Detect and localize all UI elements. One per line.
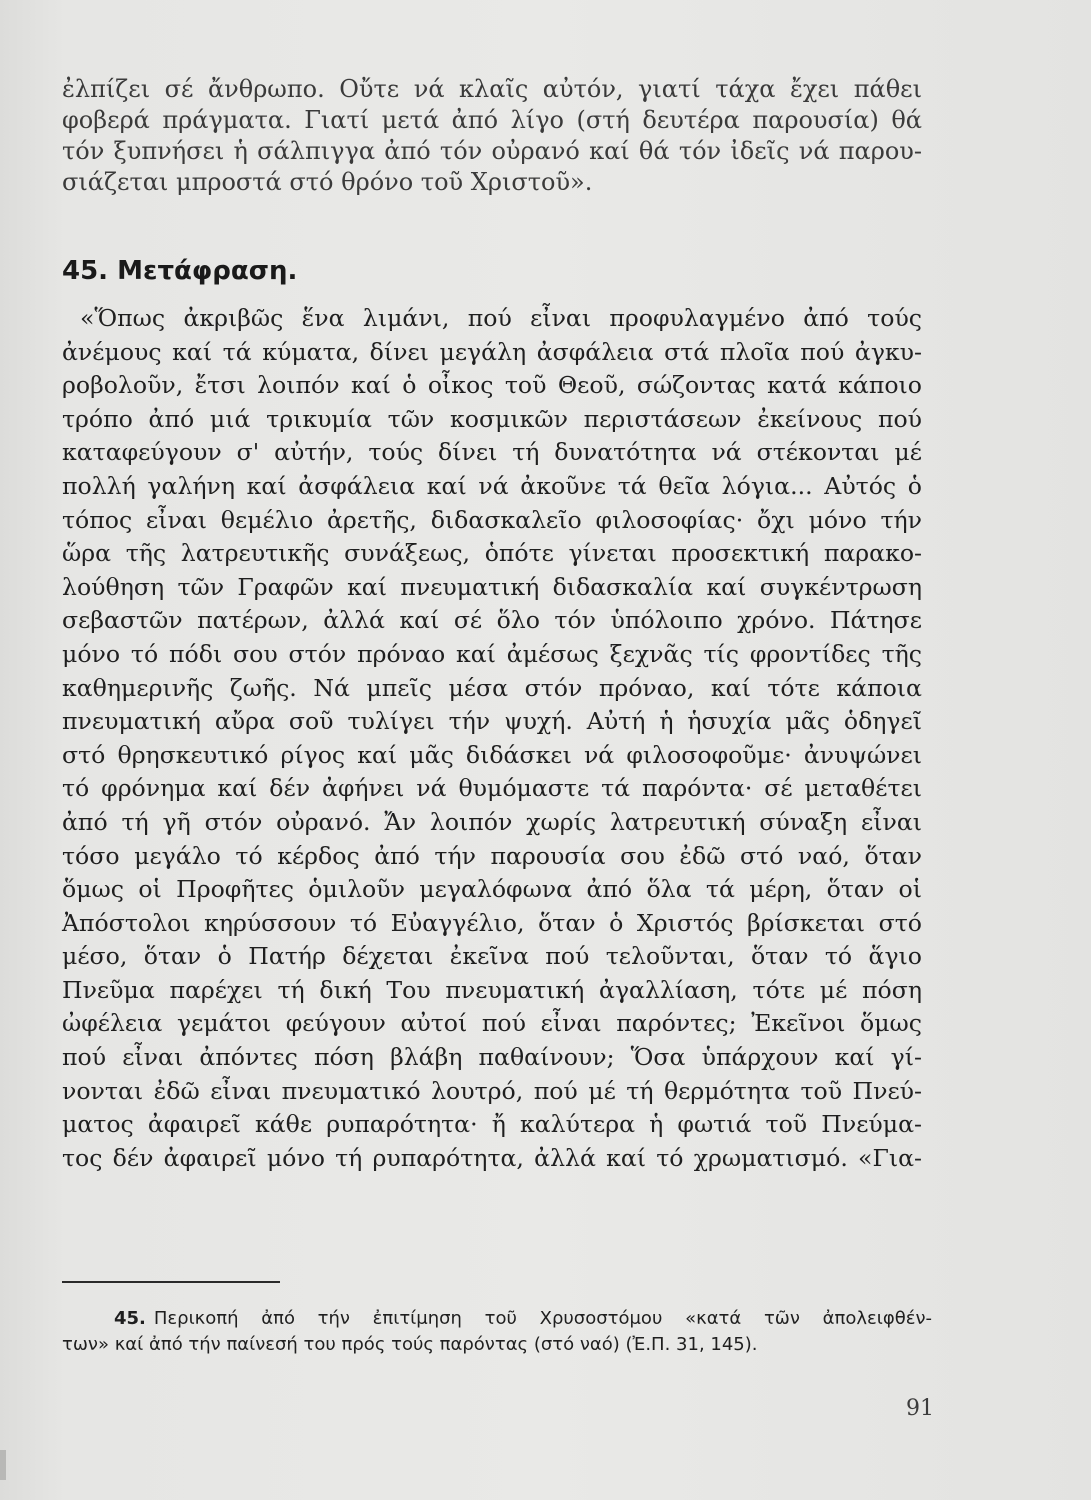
body-line: «Ὅπως ἀκριβῶς ἕνα λιμάνι, πού εἶναι προφυλαγμένο ἀπό τούς — [80, 304, 922, 332]
body-line: νονται ἐδῶ εἶναι πνευματικό λουτρό, πού μέ τή θερμότητα τοῦ Πνεύ- — [62, 1076, 922, 1105]
body-line: καθημερινῆς ζωῆς. Νά μπεῖς μέσα στόν πρόναο, καί τότε κάποια — [62, 673, 922, 702]
footnote-divider — [62, 1281, 280, 1283]
section-heading: 45. Μετάφραση. — [62, 256, 298, 286]
footnote-line — [62, 1306, 932, 1332]
body-line: σεβαστῶν πατέρων, ἀλλά καί σέ ὅλο τόν ὑπόλοιπο χρόνο. Πάτησε — [62, 606, 922, 635]
body-line: ἀπό τή γῆ στόν οὐρανό. Ἄν λοιπόν χωρίς λατρευτική σύναξη εἶναι — [62, 807, 922, 836]
body-line: μέσο, ὅταν ὁ Πατήρ δέχεται ἐκεῖνα πού τελοῦνται, ὅταν τό ἅγιο — [62, 942, 922, 971]
footnote-number: 45. — [114, 1308, 146, 1329]
body-line: πού εἶναι ἀπόντες πόση βλάβη παθαίνουν; Ὅσα ὑπάρχουν καί γί- — [62, 1043, 922, 1072]
body-line: τό φρόνημα καί δέν ἀφήνει νά θυμόμαστε τά παρόντα· σέ μεταθέτει — [62, 774, 922, 803]
body-line: ὥρα τῆς λατρευτικῆς συνάξεως, ὁπότε γίνεται προσεκτική παρακο- — [62, 539, 922, 568]
body-line: ματος ἀφαιρεῖ κάθε ρυπαρότητα· ἤ καλύτερα ἡ φωτιά τοῦ Πνεύμα- — [62, 1110, 922, 1139]
body-line: ὅμως οἱ Προφῆτες ὁμιλοῦν μεγαλόφωνα ἀπό ὅλα τά μέρη, ὅταν οἱ — [62, 875, 922, 904]
page-edge-mark — [0, 1450, 6, 1480]
body-line: τρόπο ἀπό μιά τρικυμία τῶν κοσμικῶν περιστάσεων ἐκείνους πού — [62, 404, 922, 433]
body-line: καταφεύγουν σ' αὐτήν, τούς δίνει τή δυνατότητα νά στέκονται μέ — [62, 438, 922, 467]
body-line: τόσο μεγάλο τό κέρδος ἀπό τήν παρουσία σου ἐδῶ στό ναό, ὅταν — [62, 841, 922, 870]
body-line: πνευματική αὔρα σοῦ τυλίγει τήν ψυχή. Αὐτή ἡ ἡσυχία μᾶς ὁδηγεῖ — [62, 707, 922, 736]
body-line: Ἀπόστολοι κηρύσσουν τό Εὐαγγέλιο, ὅταν ὁ Χριστός βρίσκεται στό — [62, 908, 922, 937]
body-line: τος δέν ἀφαιρεῖ μόνο τή ρυπαρότητα, ἀλλά καί τό χρωματισμό. «Για- — [62, 1143, 922, 1172]
intro-line: τόν ξυπνήσει ἡ σάλπιγγα ἀπό τόν οὐρανό καί θά τόν ἰδεῖς νά παρου- — [62, 137, 922, 165]
body-line: στό θρησκευτικό ρίγος καί μᾶς διδάσκει νά φιλοσοφοῦμε· ἀνυψώνει — [62, 740, 922, 769]
footnote — [62, 1306, 932, 1358]
intro-paragraph — [62, 74, 922, 198]
body-line: πολλή γαλήνη καί ἀσφάλεια καί νά ἀκοῦνε τά θεῖα λόγια... Αὐτός ὁ — [62, 471, 922, 500]
footnote-line: των» καί ἀπό τήν παίνεσή του πρός τούς παρόντας (στό ναό) (Ἐ.Π. 31, 145). — [62, 1334, 758, 1355]
intro-line: φοβερά πράγματα. Γιατί μετά ἀπό λίγο (στή δευτέρα παρουσία) θά — [62, 106, 922, 134]
body-line: λούθηση τῶν Γραφῶν καί πνευματική διδασκαλία καί συγκέντρωση — [62, 572, 922, 601]
body-line: ροβολοῦν, ἔτσι λοιπόν καί ὁ οἶκος τοῦ Θεοῦ, σώζοντας κατά κάποιο — [62, 371, 922, 400]
intro-line: σιάζεται μπροστά στό θρόνο τοῦ Χριστοῦ». — [62, 168, 593, 196]
page-number: 91 — [906, 1396, 934, 1421]
body-line: ἀνέμους καί τά κύματα, δίνει μεγάλη ἀσφάλεια στά πλοῖα πού ἀγκυ- — [62, 337, 922, 366]
body-line: μόνο τό πόδι σου στόν πρόναο καί ἀμέσως ξεχνᾶς τίς φροντίδες τῆς — [62, 639, 922, 668]
body-line: τόπος εἶναι θεμέλιο ἀρετῆς, διδασκαλεῖο φιλοσοφίας· ὄχι μόνο τήν — [62, 505, 922, 534]
body-line: ὠφέλεια γεμάτοι φεύγουν αὐτοί πού εἶναι παρόντες; Ἐκεῖνοι ὅμως — [62, 1009, 922, 1038]
intro-line: ἐλπίζει σέ ἄνθρωπο. Οὔτε νά κλαῖς αὐτόν, γιατί τάχα ἔχει πάθει — [62, 75, 922, 103]
footnote-text: Περικοπή ἀπό τήν ἐπιτίμηση τοῦ Χρυσοστόμου «κατά τῶν ἀπολειφθέν- — [153, 1308, 932, 1329]
body-line: Πνεῦμα παρέχει τή δική Του πνευματική ἀγαλλίαση, τότε μέ πόση — [62, 975, 922, 1004]
section-body — [62, 302, 922, 1175]
